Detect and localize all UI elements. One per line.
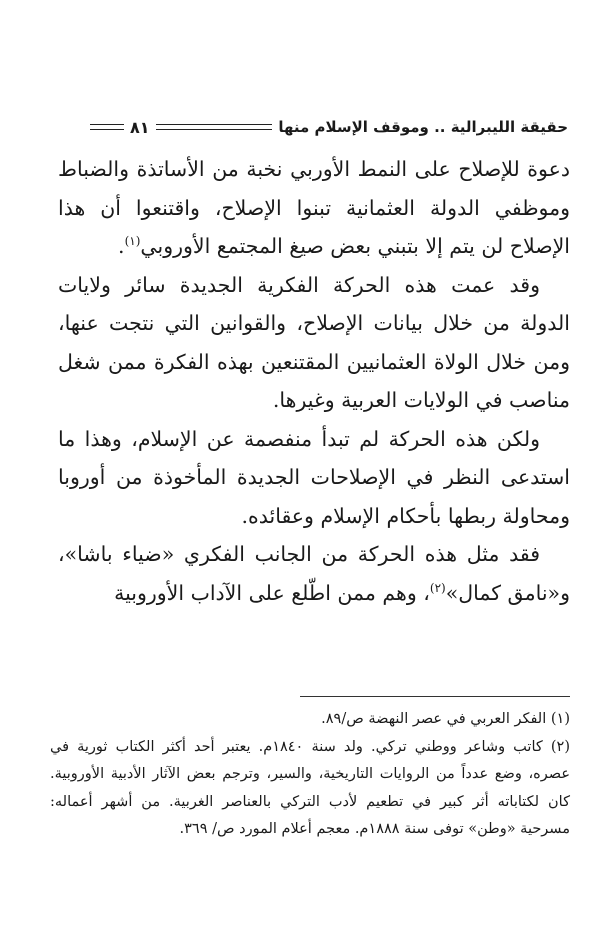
paragraph-3: ولكن هذه الحركة لم تبدأ منفصمة عن الإسلام، وهذا ما استدعى النظر في الإصلاحات الجديدة المأخوذة من أوروبا ومحاولة ربطها بأحكام الإسلام وعقائده. — [58, 426, 570, 528]
paragraph-4-cont: ، وهم ممن اطّلع على الآداب الأوروبية — [114, 580, 430, 605]
running-header — [90, 116, 568, 138]
main-text — [58, 150, 570, 612]
footnotes — [50, 706, 570, 844]
footnote-ref-2: (٢) — [429, 580, 446, 595]
paragraph-4-text: فقد مثل هذه الحركة من الجانب الفكري «ضياء باشا»، و«نامق كمال» — [58, 542, 570, 605]
paragraph-1-end: . — [118, 234, 125, 258]
page-number: ٨١ — [130, 117, 150, 137]
footnote-2: (٢) كاتب وشاعر ووطني تركي. ولد سنة ١٨٤٠م. يعتبر أحد أكثر الكتاب ثورية في عصره، وضع عدداً من الروايات التاريخية، والسير، وترجم بعض الآثار الأدبية الأوروبية. كان لكتاباته أثر كبير في تطعيم لأدب التركي بالعناصر الغربية. من أشهر أعماله: مسرحية «وطن» توفى سنة ١٨٨٨م. معجم أعلام المورد ص/ ٣٦٩. — [50, 738, 571, 837]
footnote-ref-1: (١) — [124, 234, 141, 249]
header-rule — [156, 124, 273, 130]
paragraph-2: وقد عمت هذه الحركة الفكرية الجديدة سائر ولايات الدولة من خلال بيانات الإصلاح، والقوانين التي نتجت عنها، ومن خلال الولاة العثمانيين المقتنعين بهذه الفكرة ممن شغل مناصب في الولايات العربية وغيرها. — [58, 272, 570, 412]
paragraph-1-text: دعوة للإصلاح على النمط الأوربي نخبة من الأساتذة والضباط وموظفي الدولة العثمانية تبنوا الإصلاح، واقتنعوا أن هذا الإصلاح لن يتم إلا بتبني بعض صيغ المجتمع الأوروبي — [58, 157, 570, 258]
footnote-1: (١) الفكر العربي في عصر النهضة ص/٨٩. — [321, 711, 570, 727]
running-title: حقيقة الليبرالية .. وموقف الإسلام منها — [278, 118, 568, 136]
footnote-separator — [300, 696, 570, 697]
header-rule-short — [90, 124, 124, 130]
paragraph-1 — [58, 150, 570, 266]
paragraph-4 — [58, 535, 570, 612]
